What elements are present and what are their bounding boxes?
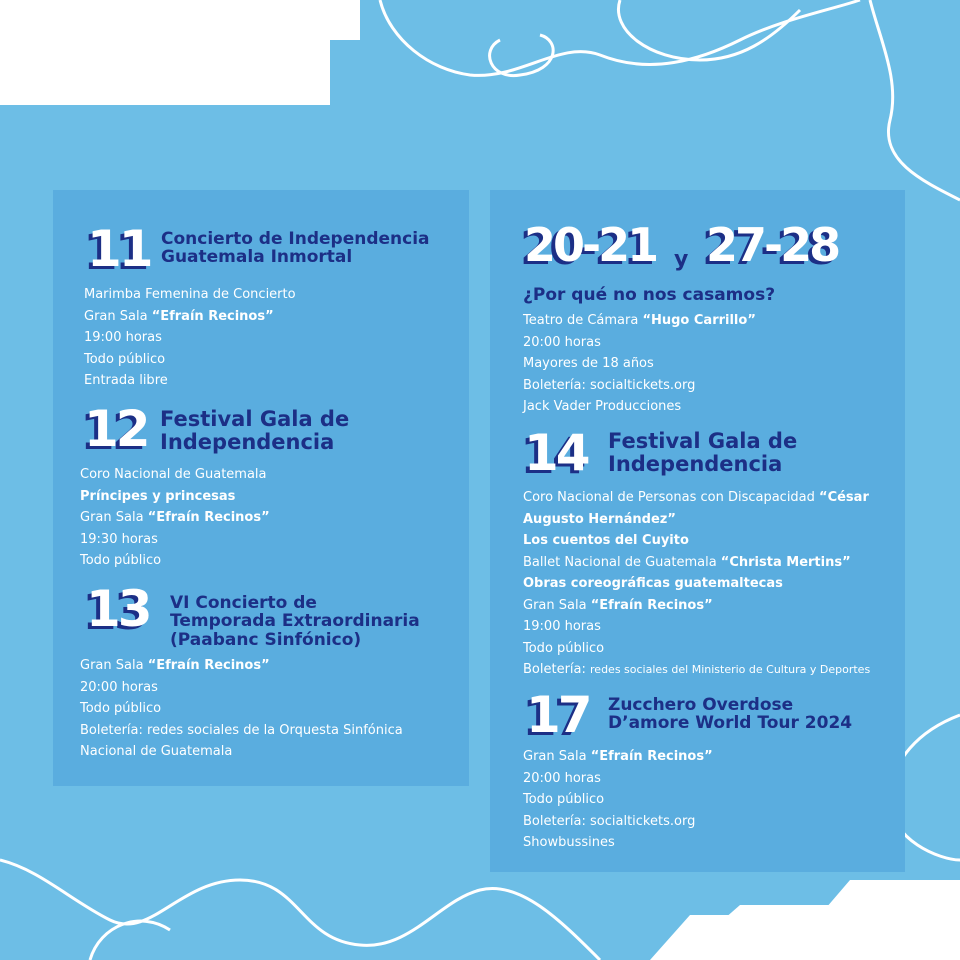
detail-line-program: Príncipes y princesas (80, 488, 236, 504)
detail-line-tickets: Boletería: socialtickets.org (523, 377, 696, 393)
ballet-prefix: Ballet Nacional de Guatemala (523, 554, 721, 570)
event-title-line: Concierto de Independencia (161, 229, 430, 249)
detail-line-venue (523, 310, 756, 332)
event-day-number: 11 (87, 220, 151, 278)
tickets-prefix: Boletería: (523, 662, 591, 677)
detail-line-program: Los cuentos del Cuyito (523, 533, 689, 548)
event-title (608, 430, 797, 475)
venue-name: “Efraín Recinos” (590, 749, 713, 764)
squiggle-bottom-left (0, 860, 600, 960)
choir-name: “César (819, 490, 869, 505)
event-title (523, 286, 775, 304)
bottom-white-block-2 (690, 905, 960, 960)
detail-line-tickets: Boletería: socialtickets.org (523, 813, 696, 829)
detail-line-producer: Jack Vader Producciones (523, 399, 682, 414)
event-title-line: Festival Gala de (160, 407, 350, 431)
detail-line-audience: Todo público (84, 351, 166, 367)
venue-prefix: Gran Sala (523, 597, 591, 613)
detail-line-time: 19:00 horas (523, 619, 601, 634)
venue-prefix: Gran Sala (80, 510, 148, 525)
venue-name: “Efraín Recinos” (590, 597, 713, 613)
event-day-range-b: 27-28 (706, 218, 839, 272)
detail-line: Marimba Femenina de Concierto (84, 287, 296, 302)
event-details (84, 284, 296, 392)
event-day-number: 13 (86, 580, 150, 638)
detail-line-time: 19:00 horas (84, 330, 162, 345)
event-day-number: 14 (524, 424, 588, 482)
venue-name: “Hugo Carrillo” (642, 313, 756, 328)
event-title-line: (Paabanc Sinfónico) (170, 629, 362, 650)
ballet-name: “Christa Mertins” (720, 554, 851, 570)
event-title-line: Zucchero Overdose (608, 695, 794, 715)
detail-line-producer: Showbussines (523, 835, 615, 850)
detail-line-entry: Entrada libre (84, 373, 168, 388)
detail-line-venue (84, 306, 296, 328)
detail-line-ballet (523, 552, 870, 574)
detail-line-program-2: Obras coreográficas guatemaltecas (523, 576, 783, 591)
detail-line-audience: Todo público (80, 701, 162, 716)
event-details (523, 310, 756, 418)
event-title-line: Independencia (160, 429, 335, 454)
detail-line-time: 19:30 horas (80, 531, 158, 547)
tickets-source: redes sociales del Ministerio de Cultura y Deportes (590, 663, 871, 676)
top-white-block-2 (150, 50, 325, 72)
event-title (170, 594, 420, 649)
venue-prefix: Gran Sala (523, 749, 591, 764)
detail-line-time: 20:00 horas (523, 770, 601, 786)
event-title (608, 696, 852, 733)
detail-line-tickets (523, 659, 870, 681)
detail-line-tickets: Boletería: redes sociales de la Orquesta Sinfónica (80, 722, 403, 738)
detail-line-venue (80, 655, 403, 677)
event-title-line: ¿Por qué no nos casamos? (523, 285, 776, 305)
event-details (523, 487, 870, 681)
event-17 (490, 686, 905, 866)
event-title-line: D’amore World Tour 2024 (608, 713, 853, 734)
event-title-line: Guatemala Inmortal (161, 247, 353, 268)
venue-name: “Efraín Recinos” (147, 510, 270, 525)
detail-line-audience: Todo público (523, 792, 605, 807)
detail-line-choir (523, 487, 870, 509)
event-details (80, 655, 403, 763)
event-title-line: Festival Gala de (608, 429, 798, 453)
detail-line-time: 20:00 horas (523, 334, 601, 350)
event-13 (53, 582, 469, 782)
left-panel (53, 190, 469, 786)
detail-line-audience: Todo público (523, 640, 605, 656)
detail-line-venue (80, 507, 270, 529)
detail-line-venue (523, 595, 870, 617)
event-11 (53, 190, 469, 390)
venue-prefix: Gran Sala (84, 308, 152, 324)
event-12 (53, 398, 469, 578)
detail-line-choir-cont: Augusto Hernández” (523, 511, 676, 527)
event-title (161, 230, 430, 267)
event-details (80, 464, 270, 572)
right-panel (490, 190, 905, 872)
venue-prefix: Teatro de Cámara (523, 313, 643, 328)
detail-line-audience: Mayores de 18 años (523, 356, 654, 371)
event-20-21-27-28 (490, 190, 905, 420)
event-title (160, 408, 349, 453)
event-day-range-a: 20-21 (524, 218, 657, 272)
venue-name: “Efraín Recinos” (151, 308, 274, 324)
detail-line-time: 20:00 horas (80, 679, 158, 695)
squiggle-top-loop (490, 35, 554, 76)
event-day-number: 17 (526, 686, 590, 744)
event-day-connector: y (674, 247, 689, 272)
detail-line-venue (523, 746, 713, 768)
squiggle-right (870, 0, 960, 200)
detail-line: Coro Nacional de Guatemala (80, 467, 267, 482)
event-title-line: Temporada Extraordinaria (170, 611, 420, 632)
squiggle-top-right (618, 0, 800, 60)
event-title-line: VI Concierto de (170, 593, 317, 613)
event-title-line: Independencia (608, 451, 783, 476)
venue-prefix: Gran Sala (80, 658, 148, 673)
event-14 (490, 424, 905, 680)
detail-line-audience: Todo público (80, 553, 162, 568)
venue-name: “Efraín Recinos” (147, 658, 270, 673)
event-details (523, 746, 713, 854)
choir-prefix: Coro Nacional de Personas con Discapacidad (523, 490, 820, 505)
event-day-number: 12 (84, 400, 148, 458)
detail-line-tickets-cont: Nacional de Guatemala (80, 744, 233, 759)
